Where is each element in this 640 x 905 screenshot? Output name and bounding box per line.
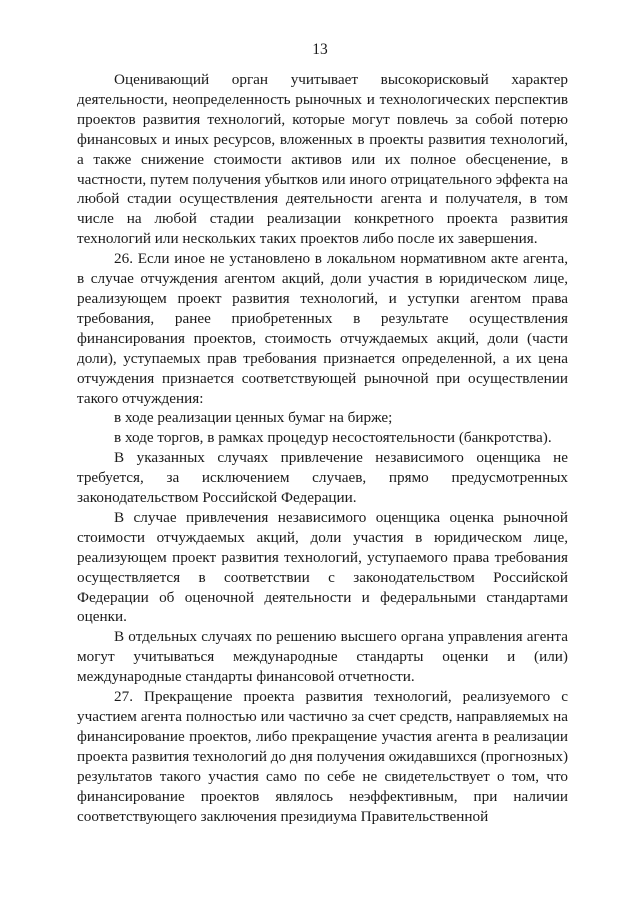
paragraph-risk-assessment: Оценивающий орган учитывает высокорисковый характер деятельности, неопределенность рыночных и технологических перспектив проектов развития технологий, которые могут повлечь за собой потерю финансовых и иных ресурсов, вложенных в проекты развития технологий, а также снижение стоимости активов или их полное обесценение, в частности, путем получения убытков или иного отрицательного эффекта на любой стадии осуществления деятельности агента и получателя, в том числе на любой стадии реализации конкретного проекта развития технологий или нескольких таких проектов либо после их завершения.	[77, 71, 568, 248]
list-item-bankruptcy-auction: в ходе торгов, в рамках процедур несостоятельности (банкротства).	[114, 429, 552, 447]
body-text	[77, 70, 568, 826]
paragraph-international-standards: В отдельных случаях по решению высшего органа управления агента могут учитываться международные стандарты оценки и (или) международные стандарты финансовой отчетности.	[77, 628, 568, 686]
page-number: 13	[312, 41, 328, 58]
paragraph-no-appraiser: В указанных случаях привлечение независимого оценщика не требуется, за исключением случаев, прямо предусмотренных законодательством Российской Федерации.	[77, 449, 568, 507]
paragraph-26-alienation: 26. Если иное не установлено в локальном нормативном акте агента, в случае отчуждения агентом акций, доли участия в юридическом лице, реализующем проект развития технологий, и уступки агентом права требования, ранее приобретенных в результате осуществления финансирования проектов, стоимость отчуждаемых акций, доли (части доли), уступаемых прав требования признается определенной, а их цена отчуждения признается соответствующей рыночной при осуществлении такого отчуждения:	[77, 250, 568, 407]
paragraph-27-termination: 27. Прекращение проекта развития технологий, реализуемого с участием агента полностью или частично за счет средств, направляемых на финансирование проектов, либо прекращение участия агента в реализации проекта развития технологий до дня получения ожидавшихся (прогнозных) результатов такого участия само по себе не свидетельствует о том, что финансирование проектов являлось неэффективным, при наличии соответствующего заключения президиума Правительственной	[77, 688, 568, 825]
list-item-exchange-sale: в ходе реализации ценных бумаг на бирже;	[114, 409, 393, 427]
paragraph-appraiser-valuation: В случае привлечения независимого оценщика оценка рыночной стоимости отчуждаемых акций, доли участия в юридическом лице, реализующем проект развития технологий, уступаемого права требования осуществляется в соответствии с законодательством Российской Федерации об оценочной деятельности и федеральными стандартами оценки.	[77, 508, 568, 626]
